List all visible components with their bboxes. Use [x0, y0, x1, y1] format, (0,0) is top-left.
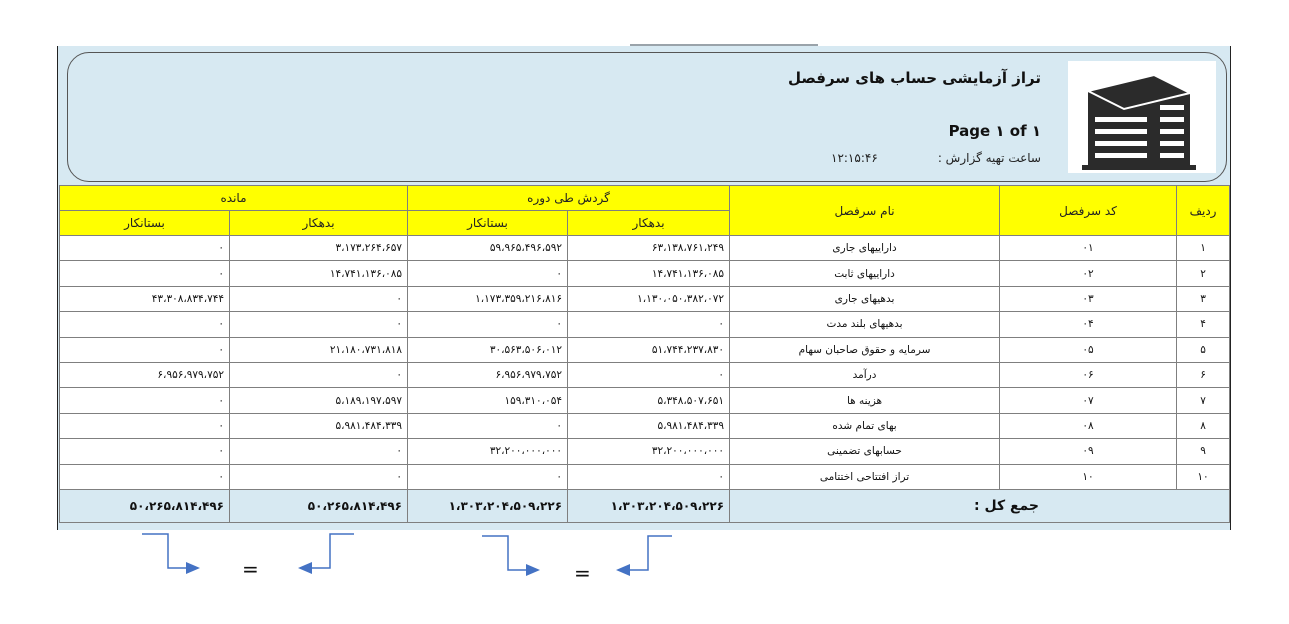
cell-balance-credit: ۰ [60, 439, 230, 464]
cell-turnover-credit: ۰ [408, 413, 568, 438]
cell-account-code: ۰۱ [1000, 236, 1177, 261]
column-header-code: کد سرفصل [1000, 186, 1177, 236]
cell-account-name: حسابهای تضمینی [730, 439, 1000, 464]
cell-balance-debit: ۵،۱۸۹،۱۹۷،۵۹۷ [230, 388, 408, 413]
equals-sign: = [574, 561, 591, 585]
cell-account-name: تراز افتتاحی اختتامی [730, 464, 1000, 489]
cell-turnover-debit: ۵،۹۸۱،۴۸۴،۳۳۹ [568, 413, 730, 438]
cell-balance-credit: ۰ [60, 413, 230, 438]
cell-balance-debit: ۳،۱۷۳،۲۶۴،۶۵۷ [230, 236, 408, 261]
column-header-balance-debit: بدهکار [230, 211, 408, 236]
column-group-balance: مانده [60, 186, 408, 211]
table-row [60, 439, 1230, 464]
cell-account-code: ۱۰ [1000, 464, 1177, 489]
cell-balance-debit: ۰ [230, 286, 408, 311]
report-title: تراز آزمایشی حساب های سرفصل [787, 69, 1041, 87]
cell-account-code: ۰۳ [1000, 286, 1177, 311]
report-time-label: ساعت تهیه گزارش : [937, 151, 1041, 165]
total-row [60, 489, 1230, 522]
cell-balance-debit: ۵،۹۸۱،۴۸۴،۳۳۹ [230, 413, 408, 438]
cell-balance-debit: ۰ [230, 464, 408, 489]
cell-turnover-debit: ۱،۱۳۰،۰۵۰،۳۸۲،۰۷۲ [568, 286, 730, 311]
table-row [60, 362, 1230, 387]
cell-balance-debit: ۱۴،۷۴۱،۱۳۶،۰۸۵ [230, 261, 408, 286]
cell-turnover-debit: ۰ [568, 312, 730, 337]
arrow-left-icon [612, 534, 676, 580]
cell-balance-credit: ۰ [60, 261, 230, 286]
arrow-left-icon [294, 532, 358, 578]
cell-row-number: ۵ [1177, 337, 1230, 362]
cell-balance-credit: ۰ [60, 388, 230, 413]
report-header [67, 52, 1227, 182]
cell-turnover-debit: ۳۲،۲۰۰،۰۰۰،۰۰۰ [568, 439, 730, 464]
cell-account-name: هزینه ها [730, 388, 1000, 413]
cell-turnover-credit: ۳۲،۲۰۰،۰۰۰،۰۰۰ [408, 439, 568, 464]
cell-account-code: ۰۵ [1000, 337, 1177, 362]
total-turnover-credit: ۱،۳۰۳،۲۰۴،۵۰۹،۲۲۶ [408, 489, 568, 522]
table-row [60, 236, 1230, 261]
cell-account-name: داراییهای جاری [730, 236, 1000, 261]
cell-balance-debit: ۰ [230, 312, 408, 337]
cell-account-name: بدهیهای جاری [730, 286, 1000, 311]
cell-turnover-debit: ۵۱،۷۴۴،۲۳۷،۸۳۰ [568, 337, 730, 362]
report-time-value: ۱۲:۱۵:۴۶ [831, 151, 878, 165]
cell-balance-debit: ۰ [230, 362, 408, 387]
cell-turnover-credit: ۵۹،۹۶۵،۴۹۶،۵۹۲ [408, 236, 568, 261]
cell-turnover-credit: ۰ [408, 464, 568, 489]
table-row [60, 413, 1230, 438]
report-panel [57, 46, 1231, 530]
arrow-right-icon [480, 534, 544, 580]
cell-turnover-debit: ۵،۳۴۸،۵۰۷،۶۵۱ [568, 388, 730, 413]
cell-turnover-credit: ۱،۱۷۳،۳۵۹،۲۱۶،۸۱۶ [408, 286, 568, 311]
column-header-balance-credit: بستانکار [60, 211, 230, 236]
cell-account-name: داراییهای ثابت [730, 261, 1000, 286]
table-row [60, 388, 1230, 413]
cell-row-number: ۹ [1177, 439, 1230, 464]
table-row [60, 286, 1230, 311]
cell-account-code: ۰۲ [1000, 261, 1177, 286]
table-row [60, 464, 1230, 489]
cell-account-code: ۰۴ [1000, 312, 1177, 337]
total-label: جمع کل : [730, 489, 1230, 522]
cell-account-code: ۰۹ [1000, 439, 1177, 464]
page-indicator: Page ۱ of ۱ [948, 122, 1041, 140]
cell-turnover-debit: ۶۳،۱۳۸،۷۶۱،۲۴۹ [568, 236, 730, 261]
cell-account-name: درآمد [730, 362, 1000, 387]
cell-row-number: ۲ [1177, 261, 1230, 286]
column-header-row: ردیف [1177, 186, 1230, 236]
table-body [60, 236, 1230, 490]
cell-balance-debit: ۰ [230, 439, 408, 464]
cell-row-number: ۱ [1177, 236, 1230, 261]
cell-row-number: ۳ [1177, 286, 1230, 311]
table-row [60, 261, 1230, 286]
cell-balance-credit: ۰ [60, 337, 230, 362]
cell-account-code: ۰۸ [1000, 413, 1177, 438]
cell-account-name: سرمایه و حقوق صاحبان سهام [730, 337, 1000, 362]
cell-row-number: ۱۰ [1177, 464, 1230, 489]
cell-balance-credit: ۰ [60, 464, 230, 489]
cell-account-code: ۰۷ [1000, 388, 1177, 413]
cell-turnover-debit: ۰ [568, 464, 730, 489]
column-header-turnover-debit: بدهکار [568, 211, 730, 236]
total-turnover-debit: ۱،۳۰۳،۲۰۴،۵۰۹،۲۲۶ [568, 489, 730, 522]
cell-balance-credit: ۶،۹۵۶،۹۷۹،۷۵۲ [60, 362, 230, 387]
cell-account-name: بهای تمام شده [730, 413, 1000, 438]
arrow-right-icon [140, 532, 204, 578]
column-header-turnover-credit: بستانکار [408, 211, 568, 236]
cell-balance-debit: ۲۱،۱۸۰،۷۳۱،۸۱۸ [230, 337, 408, 362]
table-row [60, 312, 1230, 337]
column-group-turnover: گردش طی دوره [408, 186, 730, 211]
equals-sign: = [242, 557, 259, 581]
total-balance-debit: ۵۰،۲۶۵،۸۱۴،۴۹۶ [230, 489, 408, 522]
table-row [60, 337, 1230, 362]
cell-turnover-credit: ۰ [408, 312, 568, 337]
cell-balance-credit: ۰ [60, 312, 230, 337]
cell-turnover-debit: ۱۴،۷۴۱،۱۳۶،۰۸۵ [568, 261, 730, 286]
trial-balance-table [59, 185, 1230, 523]
cell-turnover-credit: ۱۵۹،۳۱۰،۰۵۴ [408, 388, 568, 413]
cell-account-name: بدهیهای بلند مدت [730, 312, 1000, 337]
cell-row-number: ۶ [1177, 362, 1230, 387]
cell-turnover-credit: ۶،۹۵۶،۹۷۹،۷۵۲ [408, 362, 568, 387]
building-icon [1068, 61, 1216, 173]
cell-turnover-debit: ۰ [568, 362, 730, 387]
cell-account-code: ۰۶ [1000, 362, 1177, 387]
cell-row-number: ۴ [1177, 312, 1230, 337]
cell-row-number: ۷ [1177, 388, 1230, 413]
cell-row-number: ۸ [1177, 413, 1230, 438]
total-balance-credit: ۵۰،۲۶۵،۸۱۴،۴۹۶ [60, 489, 230, 522]
cell-turnover-credit: ۰ [408, 261, 568, 286]
cell-balance-credit: ۴۳،۳۰۸،۸۳۴،۷۴۴ [60, 286, 230, 311]
cell-turnover-credit: ۳۰،۵۶۳،۵۰۶،۰۱۲ [408, 337, 568, 362]
column-header-name: نام سرفصل [730, 186, 1000, 236]
cell-balance-credit: ۰ [60, 236, 230, 261]
